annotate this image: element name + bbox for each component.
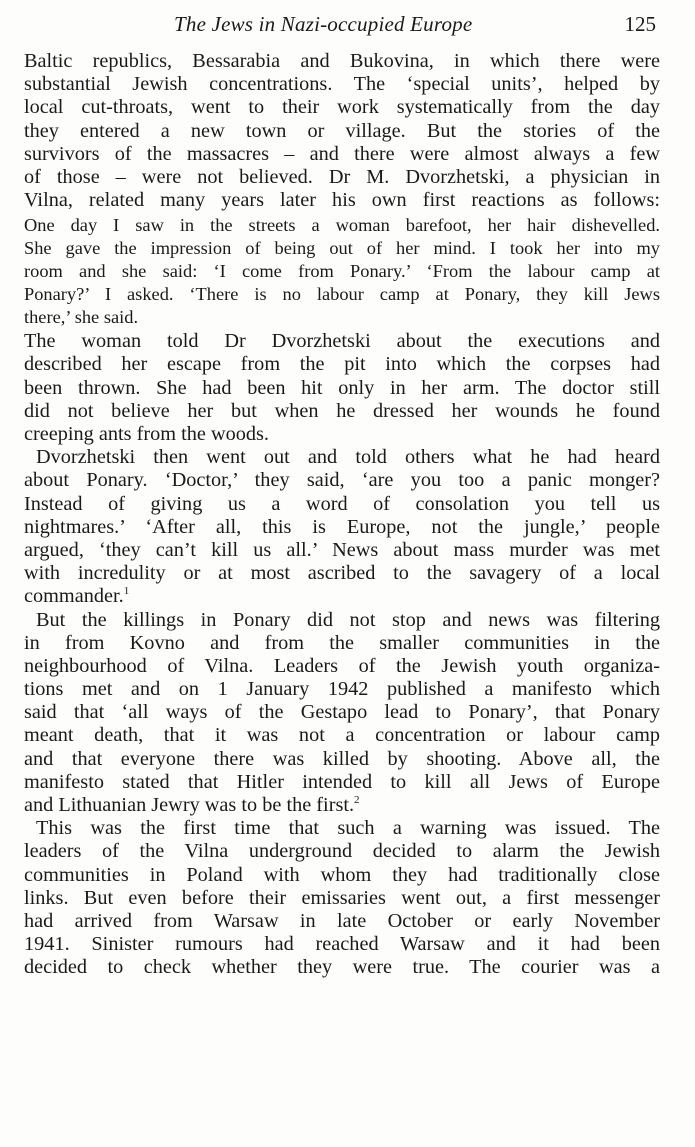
- text-line: Baltic republics, Bessarabia and Bukovina, in which there were: [24, 50, 660, 72]
- text-line: local cut-throats, went to their work systematically from the day: [24, 96, 660, 119]
- text-line: of those – were not believed. Dr M. Dvorzhetski, a physician in: [24, 165, 660, 188]
- text-line: did not believe her but when he dressed her wounds he found: [24, 399, 660, 422]
- text-line: tions met and on 1 January 1942 published a manifesto which: [24, 678, 660, 701]
- running-head: [24, 8, 658, 42]
- footnote-marker: 1: [123, 585, 130, 598]
- paragraph: [24, 330, 660, 446]
- paragraph: [24, 50, 660, 212]
- text-line: Vilna, related many years later his own first reactions as follows:: [24, 189, 660, 212]
- text-line: Dvorzhetski then went out and told others what he had heard: [36, 446, 660, 469]
- text-line: about Ponary. ‘Doctor,’ they said, ‘are you too a panic monger?: [24, 469, 660, 492]
- text-line: said that ‘all ways of the Gestapo lead to Ponary’, that Ponary: [24, 701, 660, 724]
- text-line: creeping ants from the woods.: [24, 423, 269, 446]
- running-title: The Jews in Nazi-occupied Europe: [174, 12, 473, 36]
- text-line: Instead of giving us a word of consolation you tell us: [24, 492, 660, 515]
- text-line: had arrived from Warsaw in late October or early November: [24, 909, 660, 932]
- text-line: with incredulity or at most ascribed to the savagery of a local: [24, 562, 660, 585]
- text-line-with-note: [24, 794, 660, 817]
- text-line: But the killings in Ponary did not stop and news was filtering: [36, 608, 660, 631]
- text-line: argued, ‘they can’t kill us all.’ News about mass murder was met: [24, 538, 660, 561]
- text-line: substantial Jewish concentrations. The ‘special units’, helped by: [24, 73, 660, 96]
- text-line: meant death, that it was not a concentration or labour camp: [24, 724, 660, 747]
- text-line: decided to check whether they were true. The courier was a: [24, 956, 660, 979]
- text-line: nightmares.’ ‘After all, this is Europe, not the jungle,’ people: [24, 515, 660, 538]
- text-line: commander.: [24, 585, 124, 608]
- paragraph: [24, 817, 660, 979]
- text-line: leaders of the Vilna underground decided to alarm the Jewish: [24, 840, 660, 863]
- text-line: survivors of the massacres – and there were almost always a few: [24, 142, 660, 165]
- block-quote: [24, 212, 660, 330]
- text-line: links. But even before their emissaries went out, a first messenger: [24, 886, 660, 909]
- text-line: they entered a new town or village. But the stories of the: [24, 119, 660, 142]
- paragraph: [24, 446, 660, 608]
- text-line: in from Kovno and from the smaller communities in the: [24, 631, 660, 654]
- text-line: manifesto stated that Hitler intended to kill all Jews of Europe: [24, 770, 660, 793]
- quote-line: Ponary?’ I asked. ‘There is no labour camp at Ponary, they kill Jews: [24, 283, 660, 304]
- text-line: and that everyone there was killed by shooting. Above all, the: [24, 747, 660, 770]
- text-line: communities in Poland with whom they had traditionally close: [24, 863, 660, 886]
- footnote-marker: 2: [354, 794, 360, 807]
- quote-line: She gave the impression of being out of her mind. I took her into my: [24, 238, 660, 259]
- quote-line: room and she said: ‘I come from Ponary.’ ‘From the labour camp at: [24, 260, 660, 281]
- text-line: This was the first time that such a warning was issued. The: [36, 817, 660, 840]
- text-line: 1941. Sinister rumours had reached Warsaw and it had been: [24, 933, 660, 956]
- text-line: The woman told Dr Dvorzhetski about the executions and: [24, 330, 660, 353]
- text-line: neighbourhood of Vilna. Leaders of the Jewish youth organiza-: [24, 654, 660, 677]
- text-line: been thrown. She had been hit only in her arm. The doctor still: [24, 376, 660, 399]
- text-line: described her escape from the pit into which the corpses had: [24, 353, 660, 376]
- page-number: 125: [624, 12, 656, 36]
- body-text: [24, 50, 660, 980]
- text-line: and Lithuanian Jewry was to be the first.: [24, 794, 355, 817]
- text-line-with-note: [24, 585, 660, 608]
- paragraph: [24, 609, 660, 818]
- quote-line: One day I saw in the streets a woman barefoot, her hair dishevelled.: [24, 215, 660, 236]
- quote-line: there,’ she said.: [24, 306, 139, 327]
